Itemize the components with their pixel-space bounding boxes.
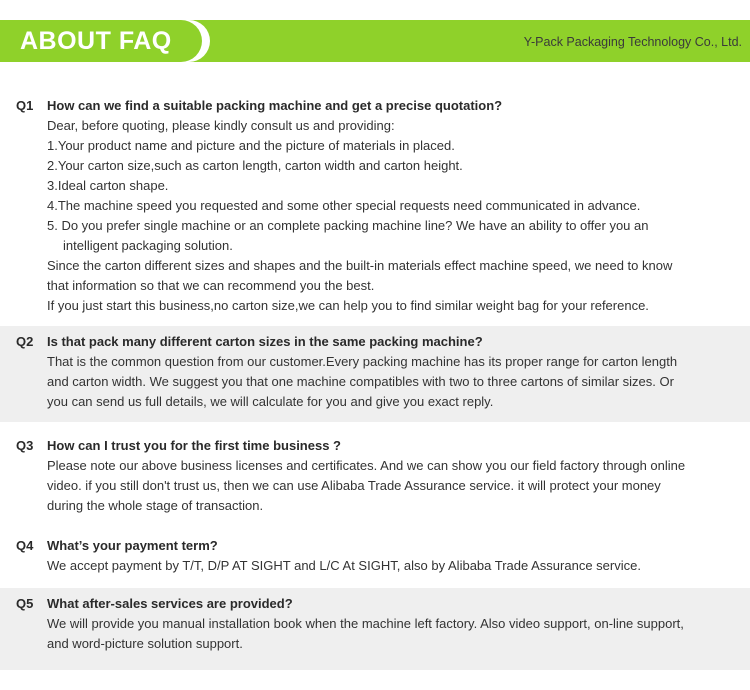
faq-label: Q1: [16, 98, 34, 113]
faq-item-q2: [0, 326, 750, 422]
faq-answer-line: Since the carton different sizes and shapes and the built-in materials effect machine speed, we need to know: [47, 258, 673, 273]
faq-answer-line: 3.Ideal carton shape.: [47, 178, 169, 193]
faq-answer-line: We will provide you manual installation book when the machine left factory. Also video support, on-line support,: [47, 616, 684, 631]
faq-question: What’s your payment term?: [47, 538, 218, 553]
faq-answer-line: and carton width. We suggest you that one machine compatibles with two to three cartons of similar sizes. Or: [47, 374, 674, 389]
faq-label: Q2: [16, 334, 34, 349]
faq-item-q4: [0, 530, 750, 580]
faq-answer-line: 1.Your product name and picture and the picture of materials in placed.: [47, 138, 455, 153]
faq-question: Is that pack many different carton sizes in the same packing machine?: [47, 334, 483, 349]
faq-item-q3: [0, 430, 750, 520]
faq-question: How can I trust you for the first time business ?: [47, 438, 341, 453]
faq-answer-line: Please note our above business licenses and certificates. And we can show you our field factory through online: [47, 458, 686, 473]
faq-question: What after-sales services are provided?: [47, 596, 293, 611]
faq-answer-line: If you just start this business,no carton size,we can help you to find similar weight bag for your reference.: [47, 298, 649, 313]
faq-label: Q5: [16, 596, 34, 611]
header-banner: [0, 20, 750, 62]
faq-answer-line: video. if you still don't trust us, then we can use Alibaba Trade Assurance service. it will protect your money: [47, 478, 661, 493]
header-tab: [0, 20, 202, 62]
faq-answer-line: 2.Your carton size,such as carton length, carton width and carton height.: [47, 158, 463, 173]
faq-answer-line: Dear, before quoting, please kindly consult us and providing:: [47, 118, 395, 133]
faq-answer-line: intelligent packaging solution.: [63, 238, 233, 253]
faq-label: Q4: [16, 538, 34, 553]
page-title: ABOUT FAQ: [20, 27, 172, 55]
company-name: Y-Pack Packaging Technology Co., Ltd.: [523, 35, 742, 49]
faq-answer-line: We accept payment by T/T, D/P AT SIGHT and L/C At SIGHT, also by Alibaba Trade Assurance service.: [47, 558, 641, 573]
faq-answer-line: 5. Do you prefer single machine or an complete packing machine line? We have an ability to offer you an: [47, 218, 649, 233]
faq-answer-line: 4.The machine speed you requested and some other special requests need communicated in advance.: [47, 198, 641, 213]
faq-answer-line: during the whole stage of transaction.: [47, 498, 264, 513]
faq-answer-line: That is the common question from our customer.Every packing machine has its proper range for carton length: [47, 354, 678, 369]
faq-label: Q3: [16, 438, 34, 453]
faq-question: How can we find a suitable packing machine and get a precise quotation?: [47, 98, 503, 113]
faq-answer-line: that information so that we can recommend you the best.: [47, 278, 375, 293]
faq-item-q5: [0, 588, 750, 670]
faq-answer-line: you can send us full details, we will calculate for you and give you exact reply.: [47, 394, 494, 409]
faq-answer-line: and word-picture solution support.: [47, 636, 243, 651]
faq-item-q1: [0, 90, 750, 326]
